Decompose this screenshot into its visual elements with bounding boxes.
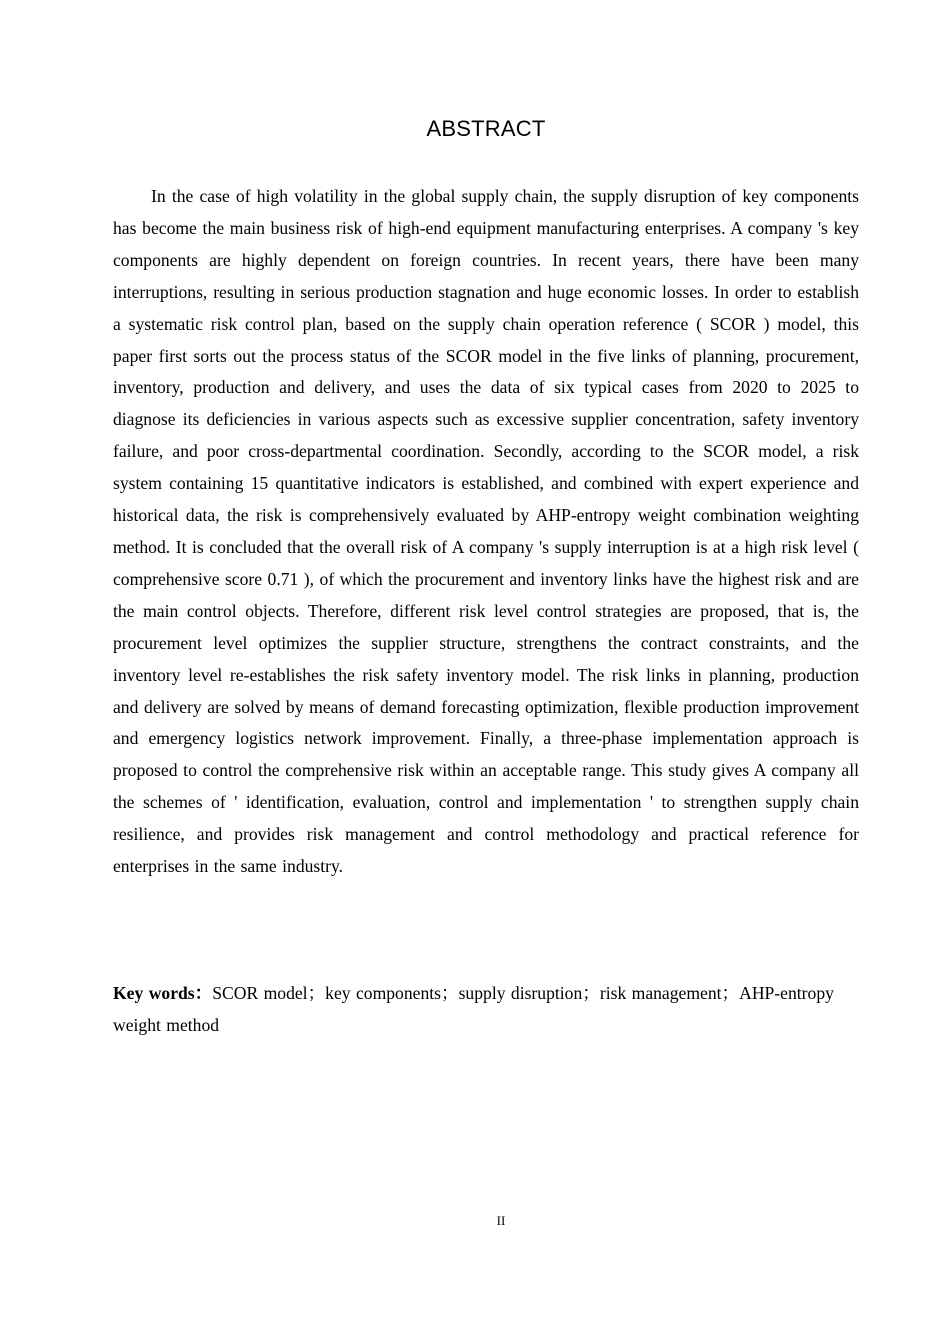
keywords-line [113,978,859,1042]
abstract-body: In the case of high volatility in the global supply chain, the supply disruption of key components has become the main business risk of high-end equipment manufacturing enterprises. A company 's key components are highly dependent on foreign countries. In recent years, there have been many interruptions, resulting in serious production stagnation and huge economic losses. In order to establish a systematic risk control plan, based on the supply chain operation reference ( SCOR ) model, this paper first sorts out the process status of the SCOR model in the five links of planning, procurement, inventory, production and delivery, and uses the data of six typical cases from 2020 to 2025 to diagnose its deficiencies in various aspects such as excessive supplier concentration, safety inventory failure, and poor cross-departmental coordination. Secondly, according to the SCOR model, a risk system containing 15 quantitative indicators is established, and combined with expert experience and historical data, the risk is comprehensively evaluated by AHP-entropy weight combination weighting method. It is concluded that the overall risk of A company 's supply interruption is at a high risk level ( comprehensive score 0.71 ), of which the procurement and inventory links have the highest risk and are the main control objects. Therefore, different risk level control strategies are proposed, that is, the procurement level optimizes the supplier structure, strengthens the contract constraints, and the inventory level re-establishes the risk safety inventory model. The risk links in planning, production and delivery are solved by means of demand forecasting optimization, flexible production improvement and emergency logistics network improvement. Finally, a three-phase implementation approach is proposed to control the comprehensive risk within an acceptable range. This study gives A company all the schemes of ' identification, evaluation, control and implementation ' to strengthen supply chain resilience, and provides risk management and control methodology and practical reference for enterprises in the same industry. [113,186,859,877]
page-number: II [496,1213,506,1228]
abstract-title: ABSTRACT [426,116,546,141]
keywords-list: SCOR model；key components；supply disruption；risk management；AHP-entropy weight method [113,983,834,1035]
keywords-label: Key words： [113,983,213,1003]
